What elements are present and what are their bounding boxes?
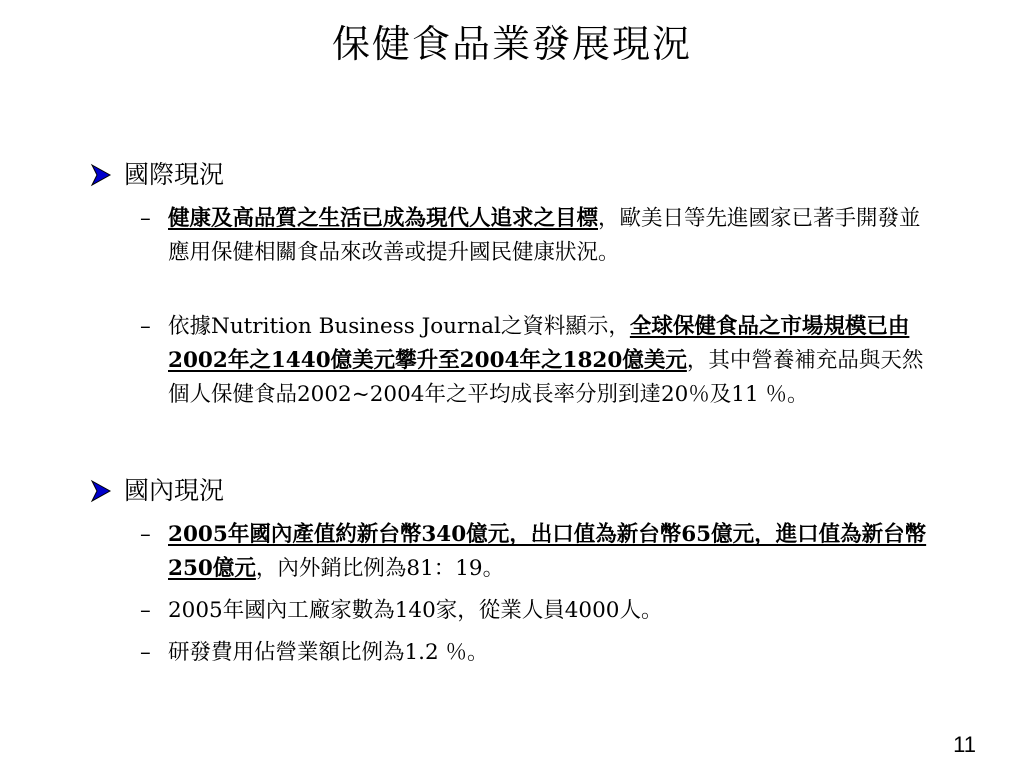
- arrow-bullet-icon: [88, 162, 114, 188]
- body-text: 依據Nutrition Business Journal之資料顯示，: [168, 314, 630, 339]
- dash-bullet: –: [140, 206, 151, 231]
- list-item-text: [168, 202, 940, 270]
- section-heading-label: 國內現況: [124, 476, 225, 505]
- dash-bullet: –: [140, 314, 151, 339]
- slide-title: 保健食品業發展現況: [331, 22, 692, 66]
- body-text: ，歐美日等先進國家已著手開發並應用保健相關食品來改善或提升國民健康狀況。: [168, 206, 921, 265]
- body-text: ，內外銷比例為81：19。: [255, 556, 505, 581]
- emphasized-text: 全球保健食品之市場規模已由2002年之1440億美元攀升至2004年之1820億美元: [168, 314, 910, 373]
- page-number: 11: [953, 732, 976, 757]
- list-item-text: [168, 310, 940, 412]
- section-heading-international: [88, 158, 224, 192]
- emphasized-text: 健康及高品質之生活已成為現代人追求之目標: [168, 206, 599, 231]
- dash-bullet: –: [140, 522, 151, 547]
- body-text: 研發費用佔營業額比例為1.2 ％。: [168, 640, 489, 665]
- section-heading-domestic: [88, 474, 224, 508]
- list-item-text: [168, 636, 940, 670]
- list-item: [140, 310, 940, 412]
- arrow-bullet-icon: [88, 478, 114, 504]
- body-text: ，其中營養補充品與天然個人保健食品2002~2004年之平均成長率分別到達20％及11 ％。: [168, 348, 924, 407]
- dash-bullet: –: [140, 598, 151, 623]
- list-item-text: [168, 518, 940, 586]
- dash-bullet: –: [140, 640, 151, 665]
- list-item: [140, 636, 940, 670]
- body-text: 2005年國內工廠家數為140家，從業人員4000人。: [168, 598, 663, 623]
- emphasized-text: 2005年國內產值約新台幣340億元，出口值為新台幣65億元，進口值為新台幣250億元: [168, 522, 927, 581]
- list-item: [140, 518, 940, 586]
- list-item: [140, 202, 940, 270]
- list-item: [140, 594, 940, 628]
- section-heading-label: 國際現況: [124, 160, 225, 189]
- list-item-text: [168, 594, 940, 628]
